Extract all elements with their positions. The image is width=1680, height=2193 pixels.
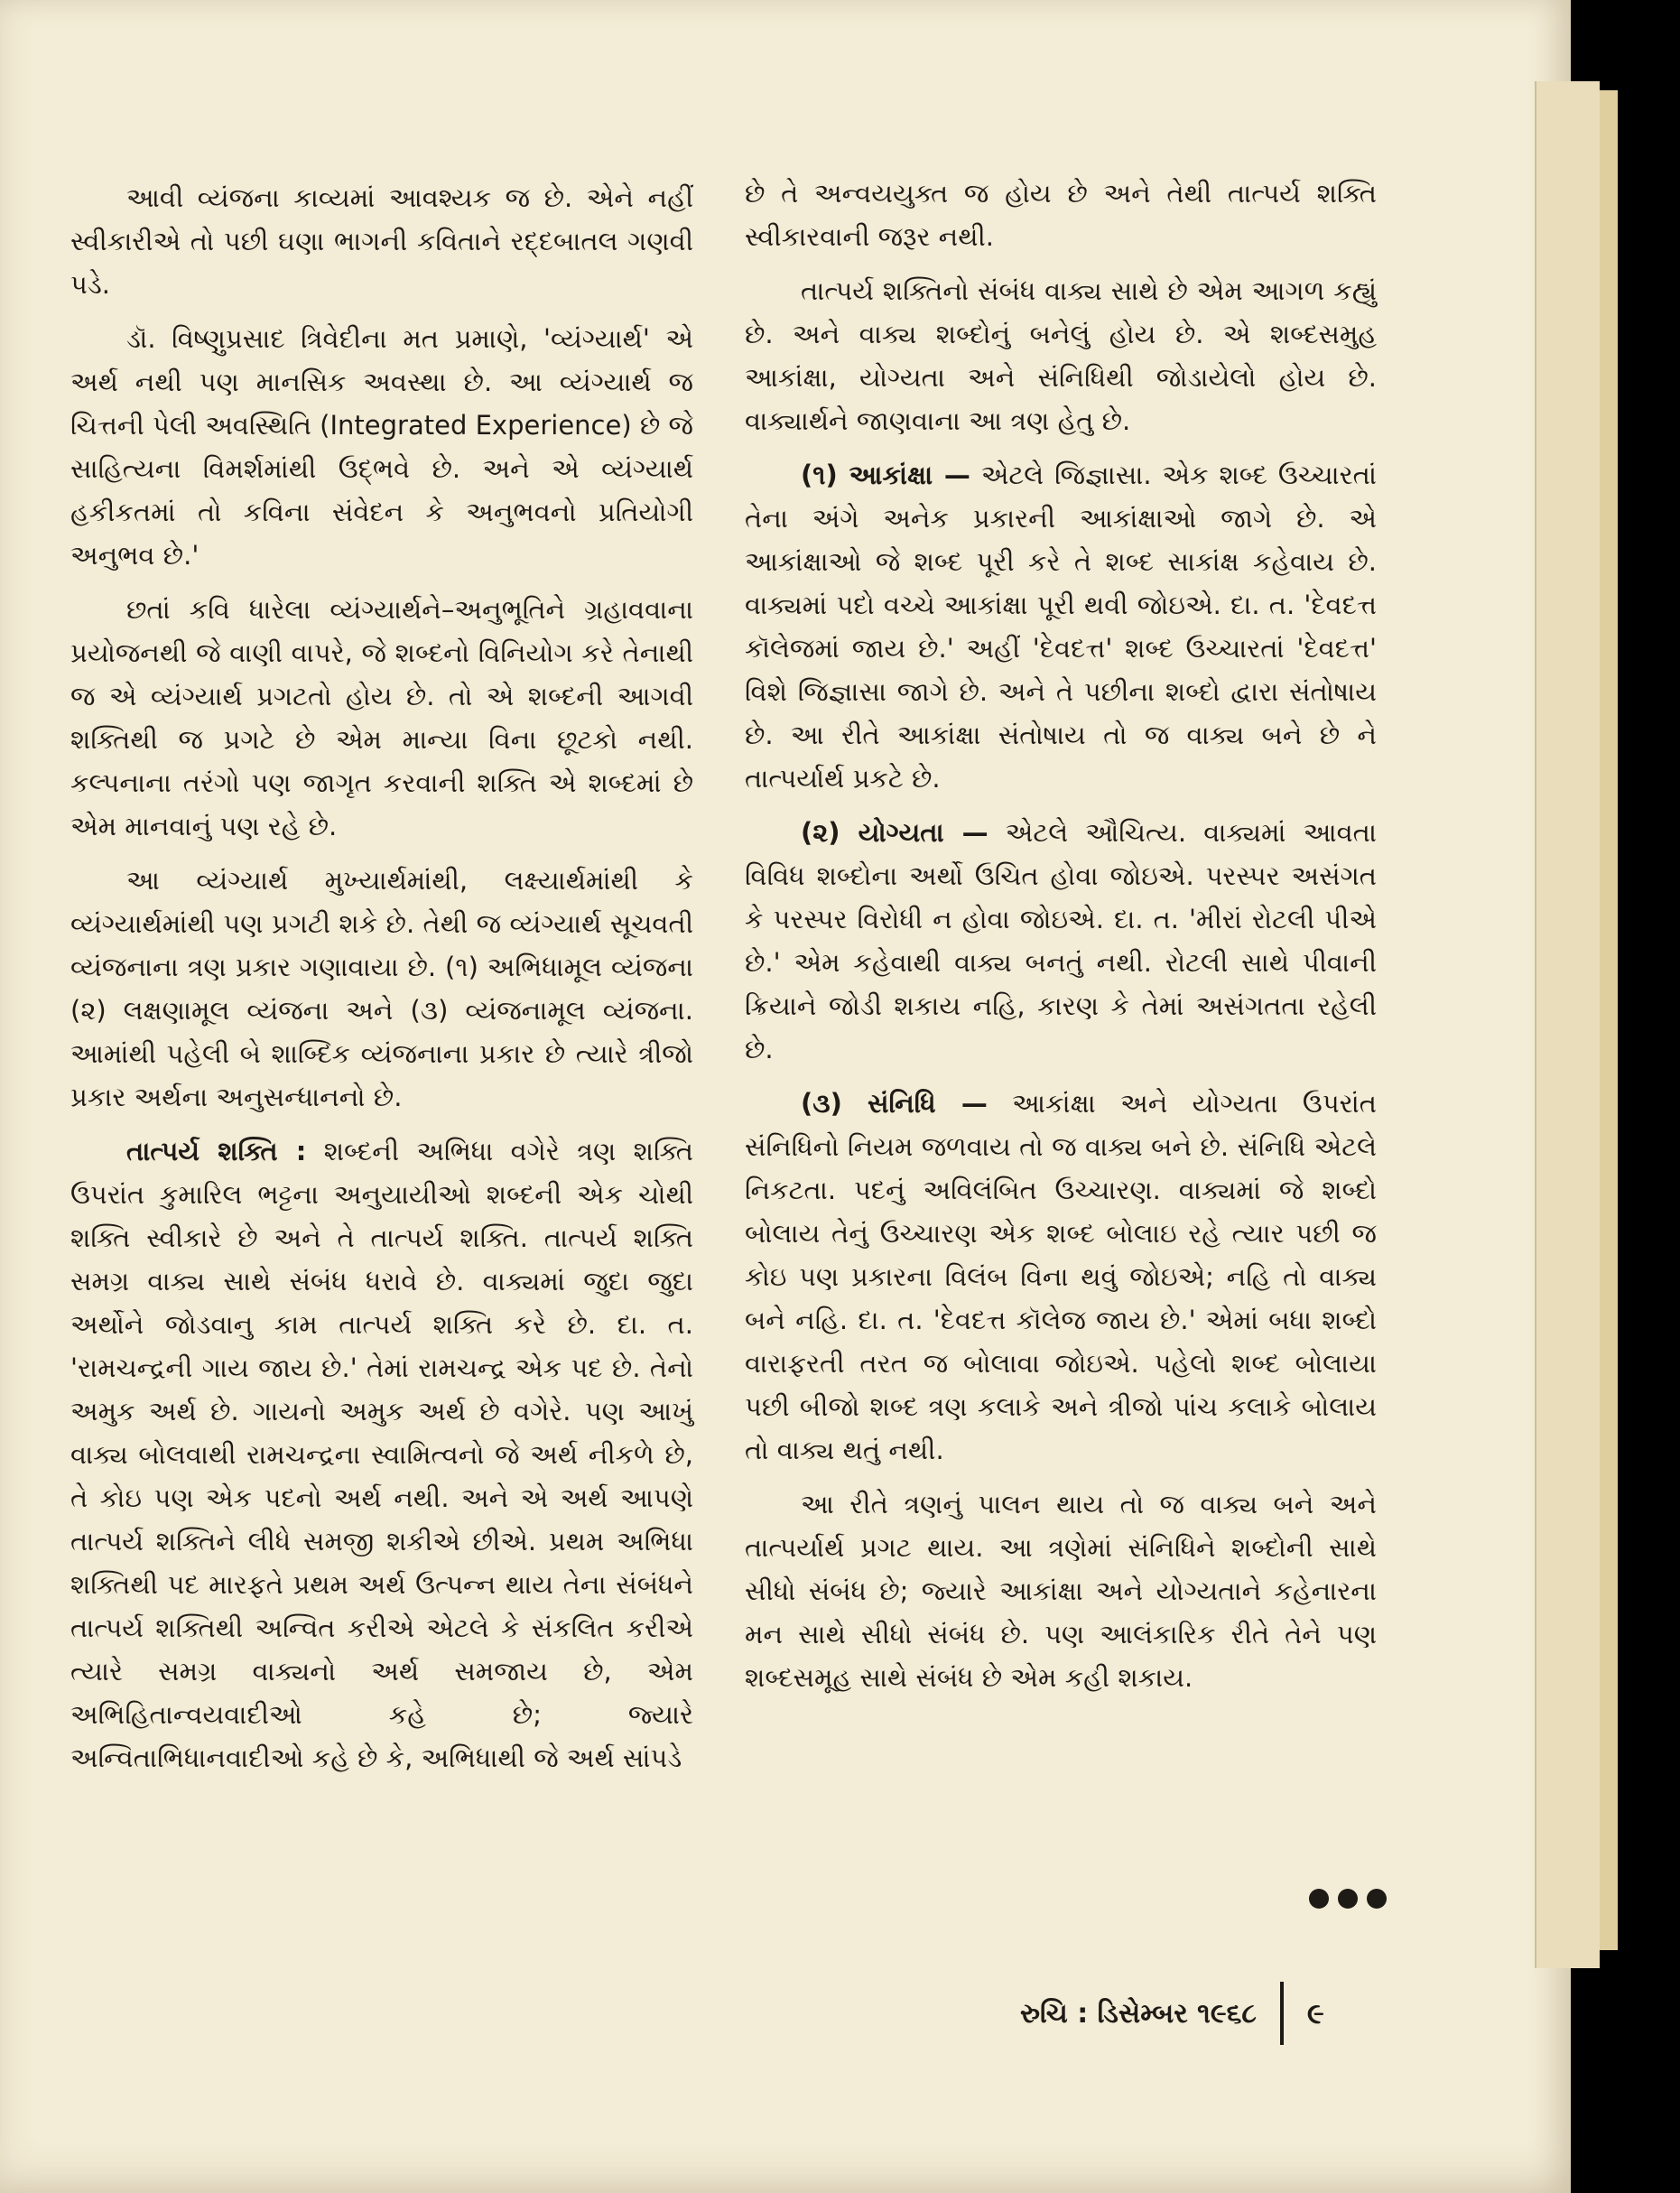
paragraph-text: શબ્દની અભિધા વગેરે ત્રણ શક્તિ ઉપરાંત કુમારિલ ભટ્ટના અનુયાયીઓ શબ્દની એક ચોથી શક્તિ સ્વીકારે છે અને તે તાત્પર્ય શક્તિ. તાત્પર્ય શક્તિ સમગ્ર વાક્ય સાથે સંબંધ ધરાવે છે. વાક્યમાં જુદા જુદા અર્થોને જોડવાનુ કામ તાત્પર્ય શક્તિ કરે છે. દા. ત. 'રામચન્દ્રની ગાય જાય છે.' તેમાં રામચન્દ્ર એક પદ છે. તેનો અમુક અર્થ છે. ગાયનો અમુક અર્થ છે વગેરે. પણ આખું વાક્ય બોલવાથી રામચન્દ્રના સ્વામિત્વનો જે અર્થ નીકળે છે, તે કોઇ પણ એક પદનો અર્થ નથી. અને એ અર્થ આપણે તાત્પર્ય શક્તિને લીધે સમજી શકીએ છીએ. પ્રથમ અભિધા શક્તિથી પદ મારફતે પ્રથમ અર્થ ઉત્પન્ન થાય તેના સંબંધને તાત્પર્ય શક્તિથી અન્વિત કરીએ એટલે કે સંકલિત કરીએ ત્યારે સમગ્ર વાક્યનો અર્થ સમજાય છે, એમ અભિહિતાન્વયવાદીઓ કહે છે; જ્યારે અન્વિતાભિધાનવાદીઓ કહે છે કે, અભિધાથી જે અર્થ સાંપડે [70, 1136, 693, 1773]
list-item [745, 453, 1377, 800]
page-number: ૯ [1306, 1995, 1324, 2030]
dot [1338, 1889, 1358, 1909]
left-column [70, 176, 693, 1790]
list-item [745, 811, 1377, 1071]
dot [1367, 1889, 1387, 1909]
under-page-edge [1535, 81, 1600, 1968]
paragraph: આ વ્યંગ્યાર્થ મુખ્યાર્થમાંથી, લક્ષ્યાર્થમાંથી કે વ્યંગ્યાર્થમાંથી પણ પ્રગટી શકે છે. તેથી જ વ્યંગ્યાર્થ સૂચવતી વ્યંજનાના ત્રણ પ્રકાર ગણાવાયા છે. (૧) અભિધામૂલ વ્યંજના (૨) લક્ષણામૂલ વ્યંજના અને (૩) વ્યંજનામૂલ વ્યંજના. આમાંથી પહેલી બે શાબ્દિક વ્યંજનાના પ્રકાર છે ત્યારે ત્રીજો પ્રકાર અર્થના અનુસન્ધાનનો છે. [70, 865, 693, 1112]
item-text: એટલે ઔચિત્ય. વાક્યમાં આવતા વિવિધ શબ્દોના અર્થો ઉચિત હોવા જોઇએ. પરસ્પર અસંગત કે પરસ્પર વિરોધી ન હોવા જોઇએ. દા. ત. 'મીરાં રોટલી પીએ છે.' એમ કહેવાથી વાક્ય બનતું નથી. રોટલી સાથે પીવાની ક્રિયાને જોડી શકાય નહિ, કારણ કે તેમાં અસંગતતા રહેલી છે. [745, 817, 1377, 1064]
dot [1309, 1889, 1329, 1909]
paragraph: આવી વ્યંજના કાવ્યમાં આવશ્યક જ છે. એને નહીં સ્વીકારીએ તો પછી ઘણા ભાગની કવિતાને રદ્દબાતલ ગણવી પડે. [70, 182, 693, 300]
paragraph: છતાં કવિ ધારેલા વ્યંગ્યાર્થને–અનુભૂતિને ગ્રહાવવાના પ્રયોજનથી જે વાણી વાપરે, જે શબ્દનો વિનિયોગ કરે તેનાથી જ એ વ્યંગ્યાર્થ પ્રગટતો હોય છે. તો એ શબ્દની આગવી શક્તિથી જ પ્રગટે છે એમ માન્યા વિના છૂટકો નથી. કલ્પનાના તરંગો પણ જાગૃત કરવાની શક્તિ એ શબ્દમાં છે એમ માનવાનું પણ રહે છે. [70, 594, 693, 841]
item-text: આકાંક્ષા અને યોગ્યતા ઉપરાંત સંનિધિનો નિયમ જળવાય તો જ વાક્ય બને છે. સંનિધિ એટલે નિકટતા. પદનું અવિલંબિત ઉચ્ચારણ. વાક્યમાં જે શબ્દો બોલાય તેનું ઉચ્ચારણ એક શબ્દ બોલાઇ રહે ત્યાર પછી જ કોઇ પણ પ્રકારના વિલંબ વિના થવું જોઇએ; નહિ તો વાક્ય બને નહિ. દા. ત. 'દેવદત્ત કૉલેજ જાય છે.' એમાં બધા શબ્દો વારાફરતી તરત જ બોલાવા જોઇએ. પહેલો શબ્દ બોલાયા પછી બીજો શબ્દ ત્રણ કલાકે અને ત્રીજો પાંચ કલાકે બોલાય તો વાક્ય થતું નથી. [745, 1088, 1377, 1465]
item-heading: (૩) સંનિધિ — [801, 1088, 988, 1119]
end-mark [1309, 1889, 1390, 1916]
journal-issue: રુચિ : ડિસેમ્બર ૧૯૬૮ [1020, 1997, 1257, 2030]
paragraph: ડૉ. વિષ્ણુપ્રસાદ ત્રિવેદીના મત પ્રમાણે, 'વ્યંગ્યાર્થ' એ અર્થ નથી પણ માનસિક અવસ્થા છે. આ વ્યંગ્યાર્થ જ ચિત્તની પેલી અવસ્થિતિ (Integrated Experience) છે જે સાહિત્યના વિમર્શમાંથી ઉદ્ભવે છે. અને એ વ્યંગ્યાર્થ હકીકતમાં તો કવિના સંવેદન કે અનુભવનો પ્રતિયોગી અનુભવ છે.' [70, 323, 693, 571]
footer-divider [1280, 1982, 1284, 2045]
tatparya-paragraph [70, 1129, 693, 1779]
paragraph: આ રીતે ત્રણનું પાલન થાય તો જ વાક્ય બને અને તાત્પર્યાર્થ પ્રગટ થાય. આ ત્રણેમાં સંનિધિને શબ્દોની સાથે સીધો સંબંધ છે; જ્યારે આકાંક્ષા અને યોગ્યતાને કહેનારના મન સાથે સીધો સંબંધ છે. પણ આલંકારિક રીતે તેને પણ શબ્દસમૂહ સાથે સંબંધ છે એમ કહી શકાય. [745, 1489, 1377, 1693]
item-text: એટલે જિજ્ઞાસા. એક શબ્દ ઉચ્ચારતાં તેના અંગે અનેક પ્રકારની આકાંક્ષાઓ જાગે છે. એ આકાંક્ષાઓ જે શબ્દ પૂરી કરે તે શબ્દ સાકાંક્ષ કહેવાય છે. વાક્યમાં પદો વચ્ચે આકાંક્ષા પૂરી થવી જોઇએ. દા. ત. 'દેવદત્ત કૉલેજમાં જાય છે.' અહીં 'દેવદત્ત' શબ્દ ઉચ્ચારતાં 'દેવદત્ત' વિશે જિજ્ઞાસા જાગે છે. અને તે પછીના શબ્દો દ્વારા સંતોષાય છે. આ રીતે આકાંક્ષા સંતોષાય તો જ વાક્ય બને છે ને તાત્પર્યાર્થ પ્રકટે છે. [745, 460, 1377, 794]
page-footer [1020, 1986, 1324, 2040]
section-heading: તાત્પર્ય શક્તિ : [126, 1136, 307, 1166]
right-column [745, 172, 1377, 1710]
paragraph: છે તે અન્વયયુક્ત જ હોય છે અને તેથી તાત્પર્ય શક્તિ સ્વીકારવાની જરૂર નથી. [745, 178, 1377, 252]
list-item [745, 1082, 1377, 1472]
item-heading: (૧) આકાંક્ષા — [801, 460, 970, 490]
item-heading: (૨) યોગ્યતા — [801, 817, 989, 848]
paragraph: તાત્પર્ય શક્તિનો સંબંધ વાક્ય સાથે છે એમ આગળ કહ્યું છે. અને વાક્ય શબ્દોનું બનેલું હોય છે. એ શબ્દસમુહ આકાંક્ષા, યોગ્યતા અને સંનિધિથી જોડાયેલો હોય છે. વાક્યાર્થને જાણવાના આ ત્રણ હેતુ છે. [745, 275, 1377, 436]
